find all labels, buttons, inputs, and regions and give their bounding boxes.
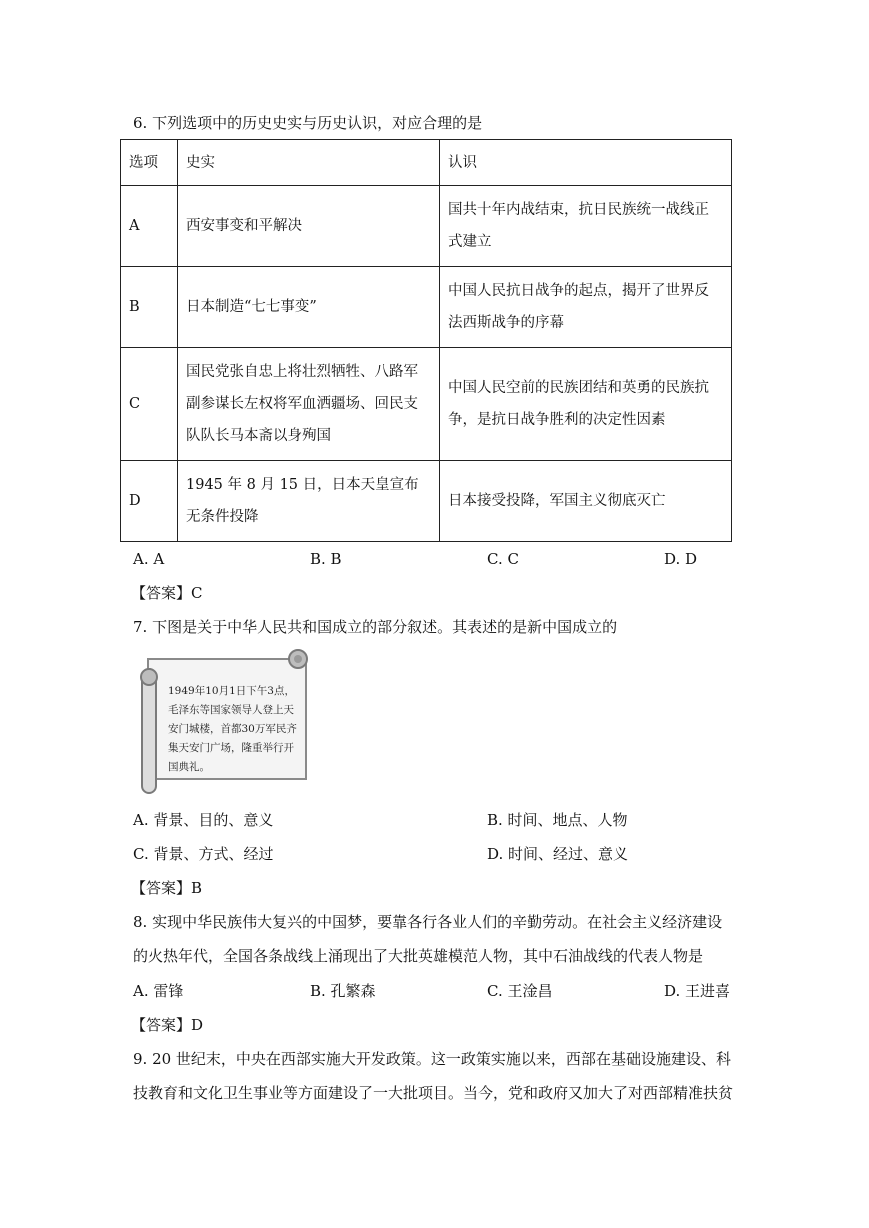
table-row [121,186,732,267]
row-option: A [121,186,178,267]
row-fact: 日本制造“七七事变” [178,267,440,348]
scroll-text: 1949年10月1日下午3点，毛泽东等国家领导人登上天安门城楼，首都30万军民齐集天安门广场，隆重举行开国典礼。 [168,685,297,773]
header-fact: 史实 [178,140,440,186]
row-view: 日本接受投降，军国主义彻底灭亡 [440,461,732,542]
q8-option-c[interactable]: C. 王淦昌 [487,982,553,1000]
question-8-stem-line2: 的火热年代，全国各条战线上涌现出了大批英雄模范人物，其中石油战线的代表人物是 [133,947,704,965]
question-9-stem-line1: 9. 20 世纪末，中央在西部实施大开发政策。这一政策实施以来，西部在基础设施建设、科 [133,1050,731,1068]
q7-option-b[interactable]: B. 时间、地点、人物 [487,811,628,829]
row-fact: 西安事变和平解决 [178,186,440,267]
q8-option-a[interactable]: A. 雷锋 [133,982,184,1000]
header-option: 选项 [121,140,178,186]
q6-answer: 【答案】C [131,584,203,602]
row-view: 中国人民抗日战争的起点，揭开了世界反法西斯战争的序幕 [440,267,732,348]
q8-answer: 【答案】D [131,1016,204,1034]
question-8-stem-line1: 8. 实现中华民族伟大复兴的中国梦，要靠各行各业人们的辛勤劳动。在社会主义经济建设 [133,913,723,931]
q6-option-c[interactable]: C. C [487,550,519,568]
table-header-row [121,140,732,186]
q7-answer: 【答案】B [131,879,203,897]
q6-option-b[interactable]: B. B [310,550,342,568]
row-view: 国共十年内战结束，抗日民族统一战线正式建立 [440,186,732,267]
q6-option-d[interactable]: D. D [664,550,698,568]
q6-option-a[interactable]: A. A [133,550,165,568]
q7-option-d[interactable]: D. 时间、经过、意义 [487,845,629,863]
row-option: C [121,348,178,461]
table-row [121,348,732,461]
table-row [121,267,732,348]
table-row [121,461,732,542]
question-7-stem: 7. 下图是关于中华人民共和国成立的部分叙述。其表述的是新中国成立的 [133,618,618,636]
row-option: D [121,461,178,542]
q8-option-b[interactable]: B. 孔繁森 [310,982,376,1000]
q7-option-c[interactable]: C. 背景、方式、经过 [133,845,274,863]
question-6-stem: 6. 下列选项中的历史史实与历史认识，对应合理的是 [133,114,483,132]
q8-option-d[interactable]: D. 王进喜 [664,982,731,1000]
q7-option-a[interactable]: A. 背景、目的、意义 [133,811,274,829]
row-option: B [121,267,178,348]
question-6-table [120,139,732,542]
header-view: 认识 [440,140,732,186]
row-view: 中国人民空前的民族团结和英勇的民族抗争，是抗日战争胜利的决定性因素 [440,348,732,461]
row-fact: 1945 年 8 月 15 日，日本天皇宣布无条件投降 [178,461,440,542]
row-fact: 国民党张自忠上将壮烈牺牲、八路军副参谋长左权将军血洒疆场、回民支队队长马本斋以身殉国 [178,348,440,461]
question-9-stem-line2: 技教育和文化卫生事业等方面建设了一大批项目。当今，党和政府又加大了对西部精准扶贫 [133,1084,734,1102]
